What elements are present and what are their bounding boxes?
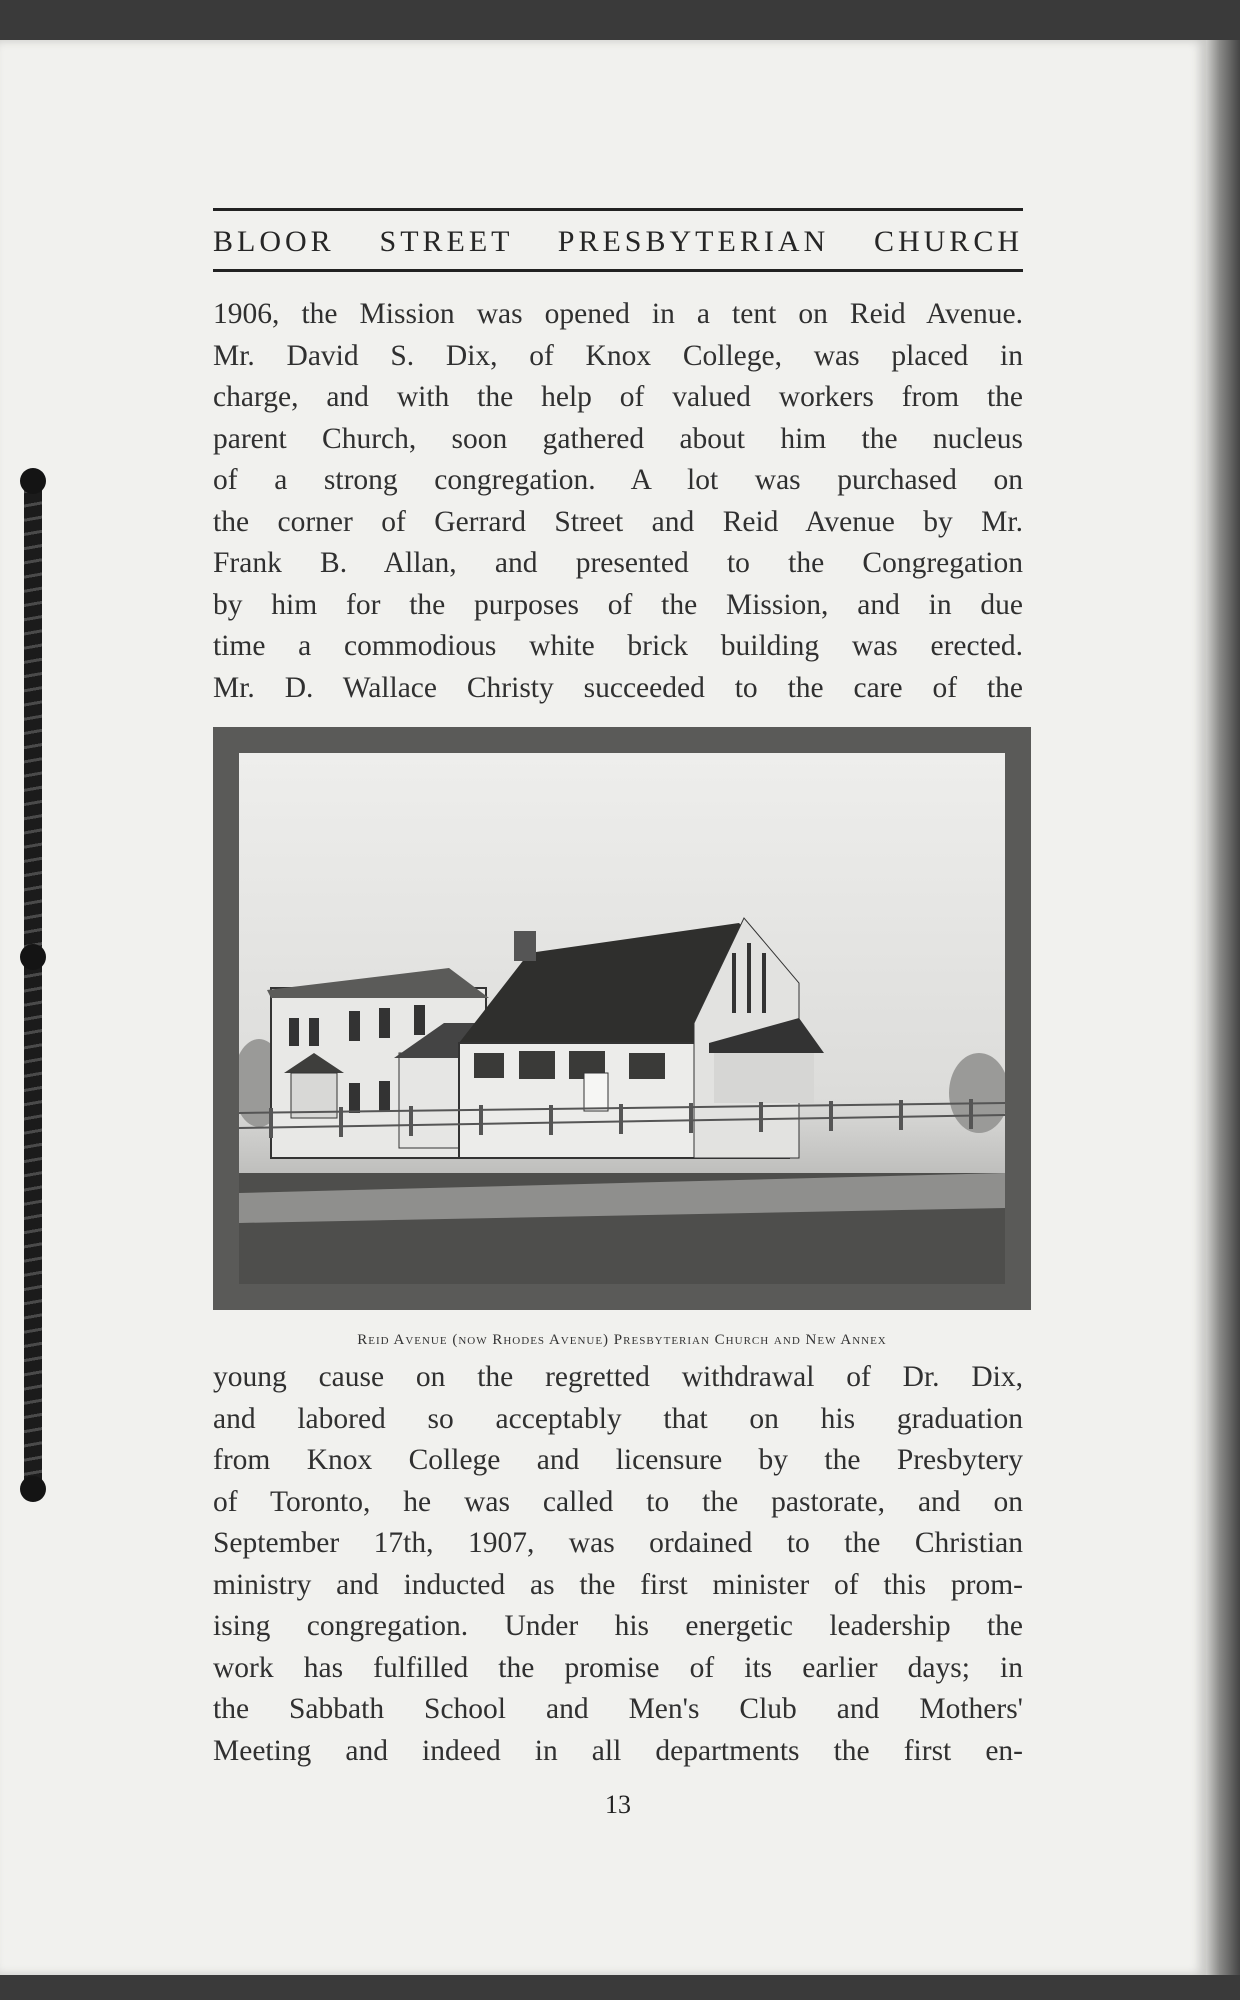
text-line: charge, and with the help of valued workers from the	[213, 381, 1023, 413]
text-line: the corner of Gerrard Street and Reid Avenue by Mr.	[213, 505, 1023, 538]
cord-knot-top	[20, 468, 46, 494]
text-line: by him for the purposes of the Mission, and in due	[213, 588, 1023, 621]
page-edge	[1206, 40, 1240, 1975]
paragraph-upper	[213, 294, 1023, 709]
text-line: ministry and inducted as the first minister of this prom-	[213, 1568, 1023, 1601]
text-line: young cause on the regretted withdrawal of Dr. Dix,	[213, 1361, 1023, 1393]
text-line: the Sabbath School and Men's Club and Mothers'	[213, 1693, 1023, 1725]
text-line: Meeting and indeed in all departments the first en-	[213, 1734, 1023, 1767]
text-line: Mr. D. Wallace Christy succeeded to the care of the	[213, 671, 1023, 704]
text-line: from Knox College and licensure by the Presbytery	[213, 1444, 1023, 1476]
text-line: Frank B. Allan, and presented to the Congregation	[213, 547, 1023, 579]
cord-knot-bottom	[20, 1476, 46, 1502]
church-photograph-frame	[213, 727, 1031, 1310]
text-line: ising congregation. Under his energetic leadership the	[213, 1610, 1023, 1642]
cord-knot-middle	[20, 944, 46, 970]
church-building-illustration	[239, 753, 1005, 1284]
text-line: of a strong congregation. A lot was purchased on	[213, 464, 1023, 496]
page-content	[213, 208, 1023, 1820]
text-line: Mr. David S. Dix, of Knox College, was placed in	[213, 339, 1023, 372]
running-header: BLOOR STREET PRESBYTERIAN CHURCH	[213, 225, 1023, 258]
photo-caption: Reid Avenue (now Rhodes Avenue) Presbyterian Church and New Annex	[357, 1332, 887, 1348]
text-line: and labored so acceptably that on his graduation	[213, 1402, 1023, 1435]
text-line: of Toronto, he was called to the pastorate, and on	[213, 1485, 1023, 1518]
text-line: September 17th, 1907, was ordained to the Christian	[213, 1527, 1023, 1559]
binding-cord-upper	[24, 470, 42, 955]
text-line: work has fulfilled the promise of its earlier days; in	[213, 1651, 1023, 1684]
church-photograph	[239, 753, 1005, 1284]
paragraph-lower	[213, 1357, 1023, 1772]
text-line: time a commodious white brick building was erected.	[213, 630, 1023, 662]
header-rule-bottom	[213, 269, 1023, 272]
text-line: 1906, the Mission was opened in a tent on Reid Avenue.	[213, 298, 1023, 330]
text-line: parent Church, soon gathered about him the nucleus	[213, 422, 1023, 455]
binding-cord-lower	[24, 955, 42, 1500]
page-number: 13	[605, 1790, 631, 1819]
